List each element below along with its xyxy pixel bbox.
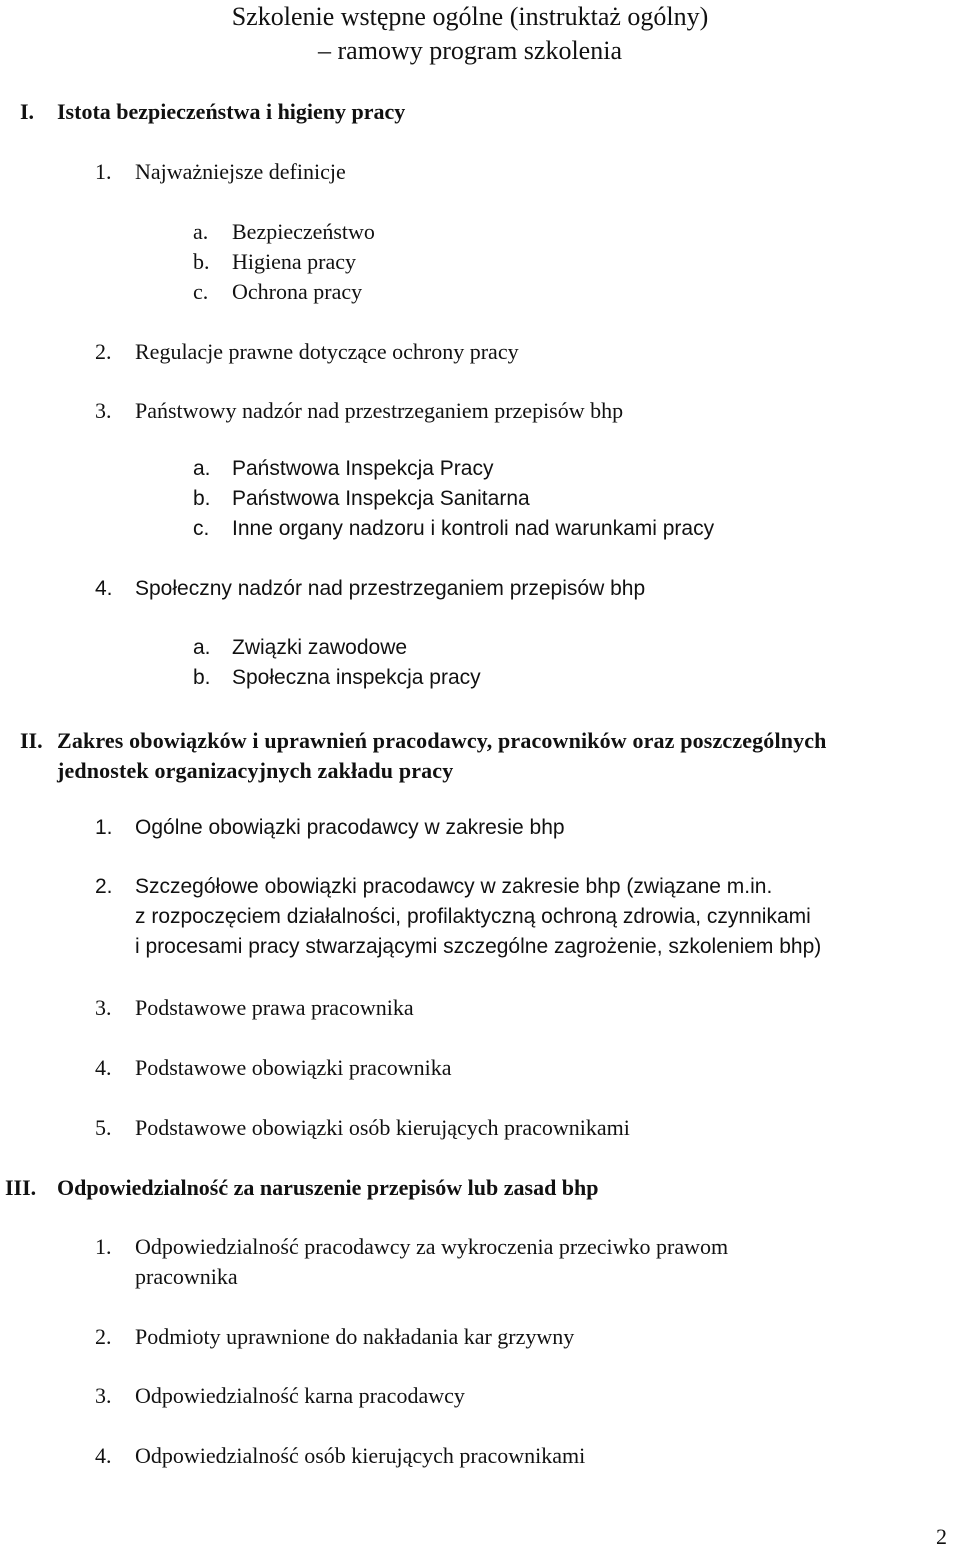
section-numeral-1: I. [20,99,35,124]
sub-item-letter: c. [193,279,209,304]
list-item-number: 5. [95,1115,112,1140]
sub-item-text: Państwowa Inspekcja Sanitarna [232,487,530,510]
page-number: 2 [936,1524,947,1549]
section-heading-1: Istota bezpieczeństwa i higieny pracy [57,99,406,124]
list-item-number: 1. [95,159,112,184]
sub-item-text: Bezpieczeństwo [232,219,375,244]
list-item-text: Ogólne obowiązki pracodawcy w zakresie bhp [135,816,565,839]
list-item-number: 2. [95,339,112,364]
list-item-number: 4. [95,1055,112,1080]
section-numeral-3: III. [5,1175,37,1200]
sub-item-letter: b. [193,249,210,274]
list-item-number: 2. [95,875,113,898]
list-item-number: 3. [95,398,112,423]
sub-item-letter: c. [193,517,210,540]
list-item-text: Szczegółowe obowiązki pracodawcy w zakresie bhp (związane m.in. [135,875,773,898]
list-item-number: 1. [95,816,113,839]
document-title-line2: – ramowy program szkolenia [318,36,622,65]
section-numeral-2: II. [20,728,43,753]
list-item-text: Odpowiedzialność karna pracodawcy [135,1383,465,1408]
list-item-number: 3. [95,1383,112,1408]
list-item-text: Regulacje prawne dotyczące ochrony pracy [135,339,519,364]
sub-item-text: Higiena pracy [232,249,356,274]
sub-item-text: Społeczna inspekcja pracy [232,666,481,689]
list-item-number: 3. [95,995,112,1020]
section-heading-2-line2: jednostek organizacyjnych zakładu pracy [57,758,454,783]
list-item-number: 4. [95,577,113,600]
list-item-text: Podstawowe prawa pracownika [135,995,414,1020]
list-item-text: Odpowiedzialność pracodawcy za wykroczenia przeciwko prawom [135,1234,729,1259]
list-item-text: Odpowiedzialność osób kierujących pracownikami [135,1443,586,1468]
sub-item-letter: b. [193,666,211,689]
sub-item-letter: a. [193,636,211,659]
list-item-number: 1. [95,1234,112,1259]
list-item-text-continuation: pracownika [135,1264,238,1289]
list-item-text-continuation: z rozpoczęciem działalności, profilaktyczną ochroną zdrowia, czynnikami [135,905,811,928]
list-item-text: Państwowy nadzór nad przestrzeganiem przepisów bhp [135,398,624,423]
sub-item-text: Związki zawodowe [232,636,408,659]
list-item-text-continuation: i procesami pracy stwarzającymi szczególne zagrożenie, szkoleniem bhp) [135,935,822,958]
list-item-text: Podstawowe obowiązki osób kierujących pracownikami [135,1115,630,1140]
list-item-text: Podstawowe obowiązki pracownika [135,1055,452,1080]
sub-item-text: Inne organy nadzoru i kontroli nad warunkami pracy [232,517,715,540]
list-item-text: Społeczny nadzór nad przestrzeganiem przepisów bhp [135,577,646,600]
list-item-text: Podmioty uprawnione do nakładania kar grzywny [135,1324,575,1349]
sub-item-letter: a. [193,457,211,480]
section-heading-3: Odpowiedzialność za naruszenie przepisów lub zasad bhp [57,1175,599,1200]
list-item-text: Najważniejsze definicje [135,159,346,184]
sub-item-text: Ochrona pracy [232,279,363,304]
sub-item-letter: a. [193,219,209,244]
sub-item-letter: b. [193,487,211,510]
list-item-number: 2. [95,1324,112,1349]
list-item-number: 4. [95,1443,112,1468]
sub-item-text: Państwowa Inspekcja Pracy [232,457,494,480]
section-heading-2-line1: Zakres obowiązków i uprawnień pracodawcy, pracowników oraz poszczególnych [57,728,827,753]
document-title-line1: Szkolenie wstępne ogólne (instruktaż ogólny) [231,2,709,31]
